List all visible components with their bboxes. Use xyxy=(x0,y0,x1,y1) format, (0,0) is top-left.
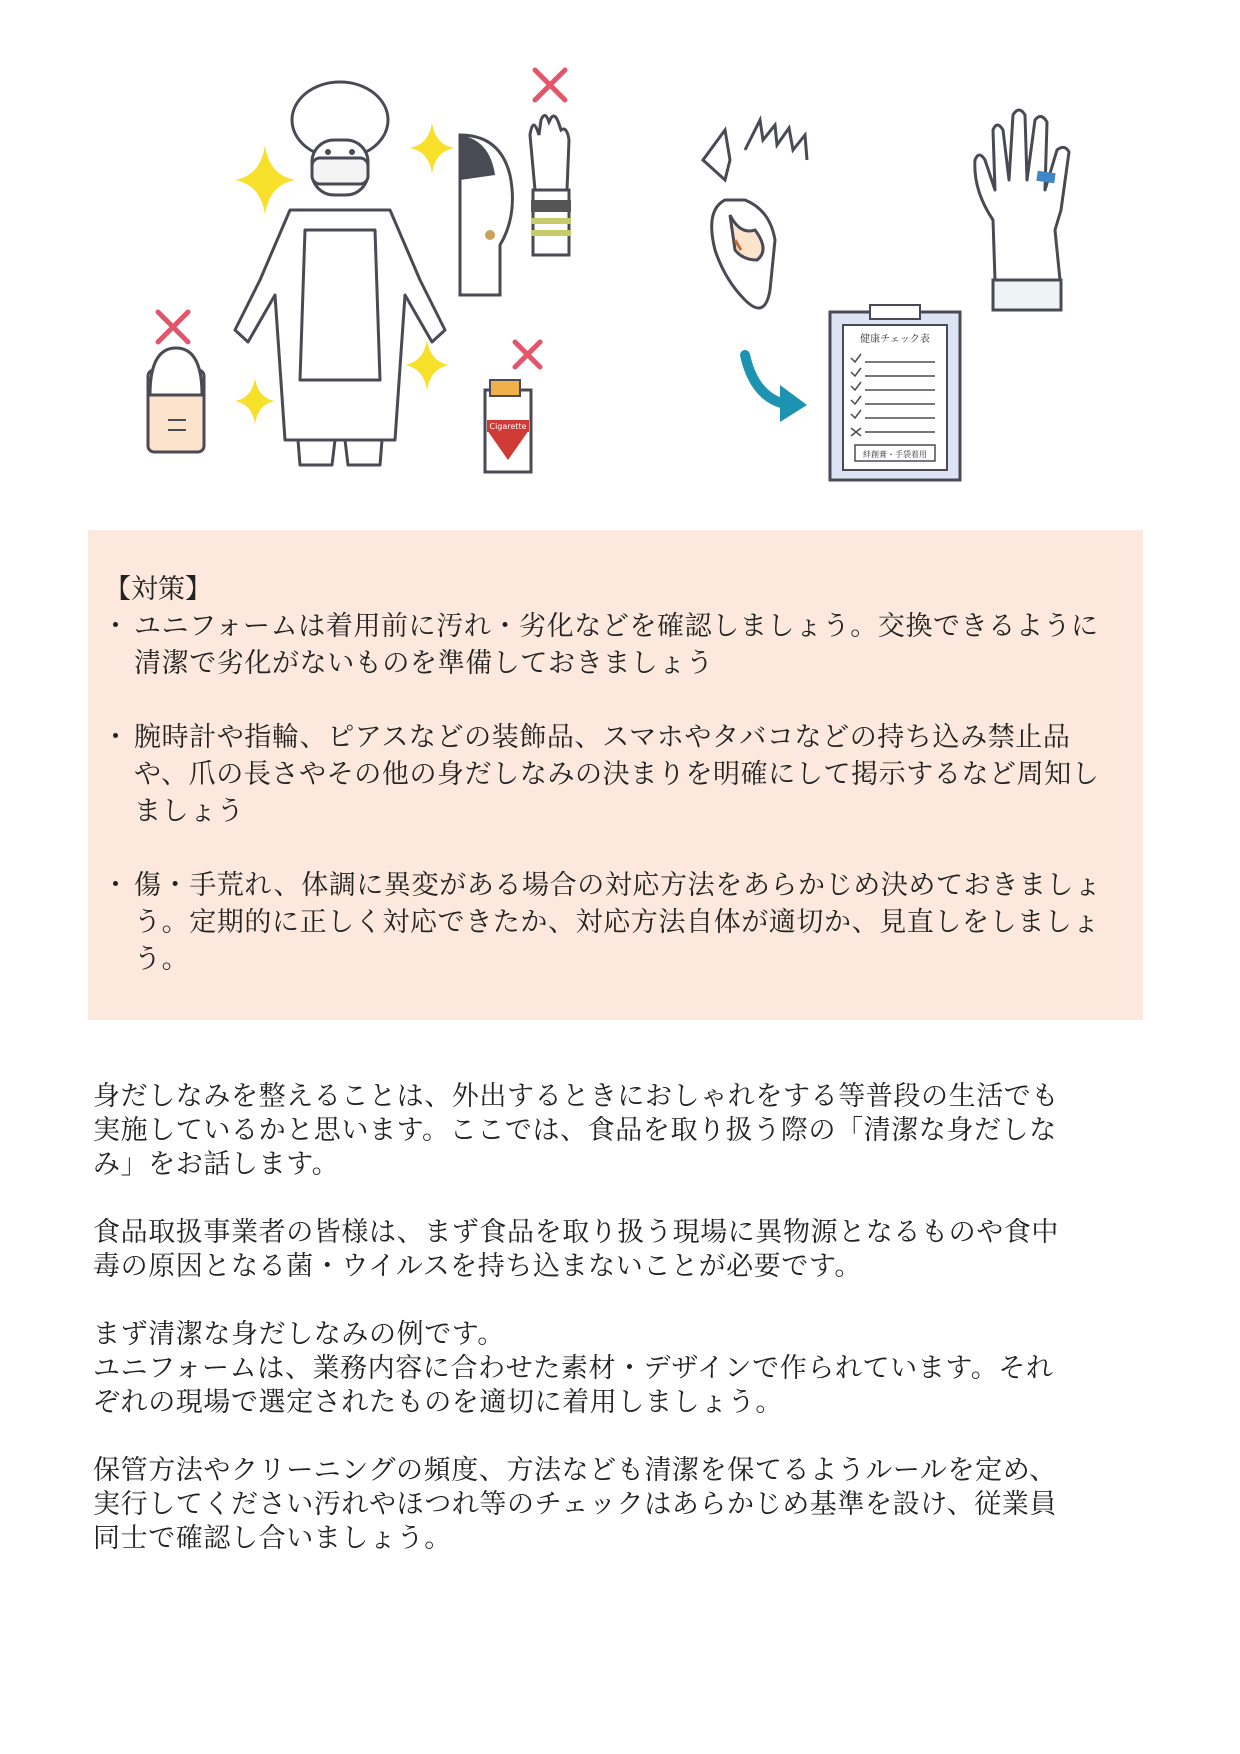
bullet-mark: ・ xyxy=(102,870,130,901)
text-line: 実施しているかと思います。ここでは、食品を取り扱う際の「清潔な身だしな xyxy=(93,1115,1057,1146)
arrow-icon xyxy=(735,350,815,430)
svg-text:健康チェック表: 健康チェック表 xyxy=(860,334,930,345)
sparkle-icon xyxy=(235,145,295,215)
svg-text:絆創膏・手袋着用: 絆創膏・手袋着用 xyxy=(863,450,927,459)
paragraph xyxy=(93,1080,1133,1182)
sparkle-icon xyxy=(410,120,454,176)
measures-box xyxy=(88,530,1143,1020)
bullet-mark: ・ xyxy=(102,611,130,642)
measure-item xyxy=(102,608,1103,682)
sparkle-icon xyxy=(405,335,449,395)
text-line: 同士で確認し合いましょう。 xyxy=(93,1523,452,1554)
hand-sanitizer-image xyxy=(685,120,835,380)
long-fingernail-image xyxy=(140,300,220,460)
text-line: 食品取扱事業者の皆様は、まず食品を取り扱う現場に異物源となるものや食中 xyxy=(93,1217,1059,1248)
measure-text: ユニフォームは着用前に汚れ・劣化などを確認しましょう。交換できるように清潔で劣化がないものを準備しておきましょう xyxy=(134,611,1099,679)
cigarette-pack-image xyxy=(470,330,550,480)
measure-item xyxy=(102,719,1103,830)
text-line: 毒の原因となる菌・ウイルスを持ち込まないことが必要です。 xyxy=(93,1251,863,1282)
text-line: ぞれの現場で選定されたものを適切に着用しましょう。 xyxy=(93,1387,783,1418)
text-line: 実行してください汚れやほつれ等のチェックはあらかじめ基準を設け、従業員 xyxy=(93,1489,1058,1520)
text-line: ユニフォームは、業務内容に合わせた素材・デザインで作られています。それ xyxy=(93,1353,1054,1384)
earring-image xyxy=(460,135,520,295)
hygiene-illustration xyxy=(140,50,1100,500)
measure-text: 腕時計や指輪、ピアスなどの装飾品、スマホやタバコなどの持ち込み禁止品や、爪の長さやその他の身だしなみの決まりを明確にして掲示するなど周知しましょう xyxy=(134,722,1100,827)
text-line: 身だしなみを整えることは、外出するときにおしゃれをする等普段の生活でも xyxy=(93,1081,1059,1112)
wristwatch-ring-image xyxy=(515,60,585,260)
text-line: 保管方法やクリーニングの頻度、方法なども清潔を保てるようルールを定め、 xyxy=(93,1455,1057,1486)
paragraph xyxy=(93,1216,1133,1284)
text-line: まず清潔な身だしなみの例です。 xyxy=(93,1319,505,1350)
measure-text: 傷・手荒れ、体調に異変がある場合の対応方法をあらかじめ決めておきましょう。定期的に正しく対応できたか、対応方法自体が適切か、見直しをしましょう。 xyxy=(134,870,1102,975)
measures-title: 【対策】 xyxy=(104,574,212,605)
measure-item xyxy=(102,867,1103,978)
text-line: み」をお話します。 xyxy=(93,1149,340,1180)
glove-image xyxy=(965,100,1095,315)
bullet-mark: ・ xyxy=(102,722,130,753)
paragraph xyxy=(93,1454,1133,1556)
sparkle-icon xyxy=(235,375,275,427)
body-text xyxy=(93,1080,1133,1590)
paragraph xyxy=(93,1318,1133,1420)
svg-text:Cigarette: Cigarette xyxy=(489,422,527,431)
health-check-clipboard-image xyxy=(825,300,965,485)
